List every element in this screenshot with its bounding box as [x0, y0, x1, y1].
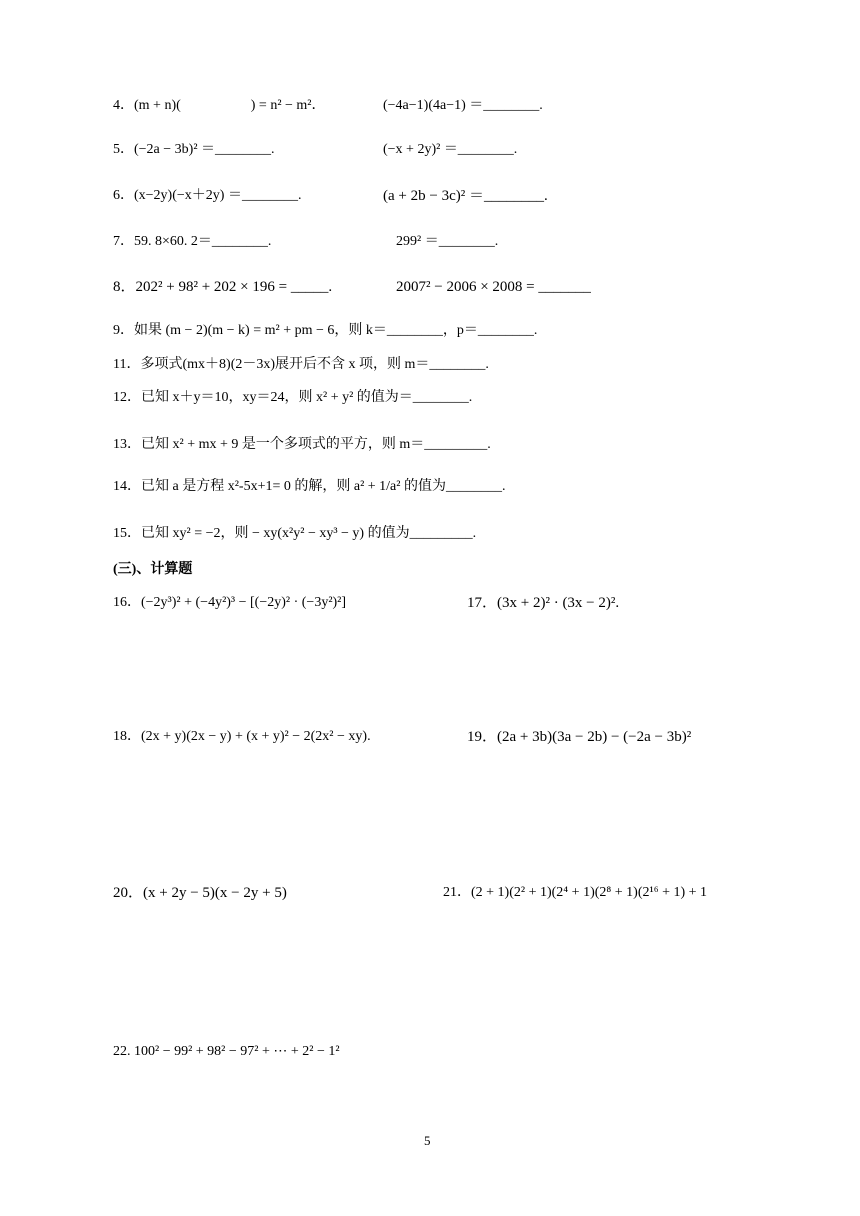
question-9: 9．如果 (m − 2)(m − k) = m² + pm − 6，则 k＝________，p＝________.: [113, 323, 538, 338]
question-13: 13．已知 x² + mx + 9 是一个多项式的平方，则 m＝_________.: [113, 437, 491, 452]
question-4a: 4．(m + n)( ) = n² − m²．: [113, 98, 326, 113]
question-16: 16．(−2y³)² + (−4y²)³ − [(−2y)² · (−3y²)²]: [113, 595, 347, 610]
question-6a: 6．(x−2y)(−x＋2y) ＝________.: [113, 188, 302, 203]
page-number: 5: [424, 1133, 431, 1148]
question-5b: (−x + 2y)² ＝________.: [383, 142, 518, 157]
question-21: 21．(2 + 1)(2² + 1)(2⁴ + 1)(2⁸ + 1)(2¹⁶ + 1) + 1: [443, 885, 708, 900]
question-22: 22. 100² − 99² + 98² − 97² + ⋯ + 2² − 1²: [113, 1044, 340, 1059]
question-15: 15．已知 xy² = −2，则 − xy(x²y² − xy³ − y) 的值为_________.: [113, 526, 477, 541]
question-7b: 299² ＝________.: [396, 234, 499, 249]
question-4b: (−4a−1)(4a−1) ＝________.: [383, 98, 543, 113]
question-19: 19．(2a + 3b)(3a − 2b) − (−2a − 3b)²: [467, 729, 692, 745]
question-7a: 7．59. 8×60. 2＝________.: [113, 234, 272, 249]
question-6b: (a + 2b − 3c)² ＝________.: [383, 188, 548, 204]
question-8a: 8．202² + 98² + 202 × 196 = _____.: [113, 279, 333, 295]
question-17: 17．(3x + 2)² · (3x − 2)².: [467, 595, 620, 611]
question-11: 11．多项式(mx＋8)(2－3x)展开后不含 x 项，则 m＝________.: [113, 357, 489, 372]
section-heading: (三)、计算题: [113, 562, 193, 577]
question-20: 20．(x + 2y − 5)(x − 2y + 5): [113, 885, 287, 901]
question-12: 12．已知 x＋y＝10，xy＝24，则 x² + y² 的值为＝________.: [113, 390, 473, 405]
question-14: 14．已知 a 是方程 x²-5x+1= 0 的解，则 a² + 1/a² 的值为________.: [113, 479, 506, 494]
question-18: 18．(2x + y)(2x − y) + (x + y)² − 2(2x² − xy).: [113, 729, 371, 744]
question-5a: 5．(−2a − 3b)² ＝________.: [113, 142, 275, 157]
question-8b: 2007² − 2006 × 2008 = _______: [396, 279, 591, 295]
